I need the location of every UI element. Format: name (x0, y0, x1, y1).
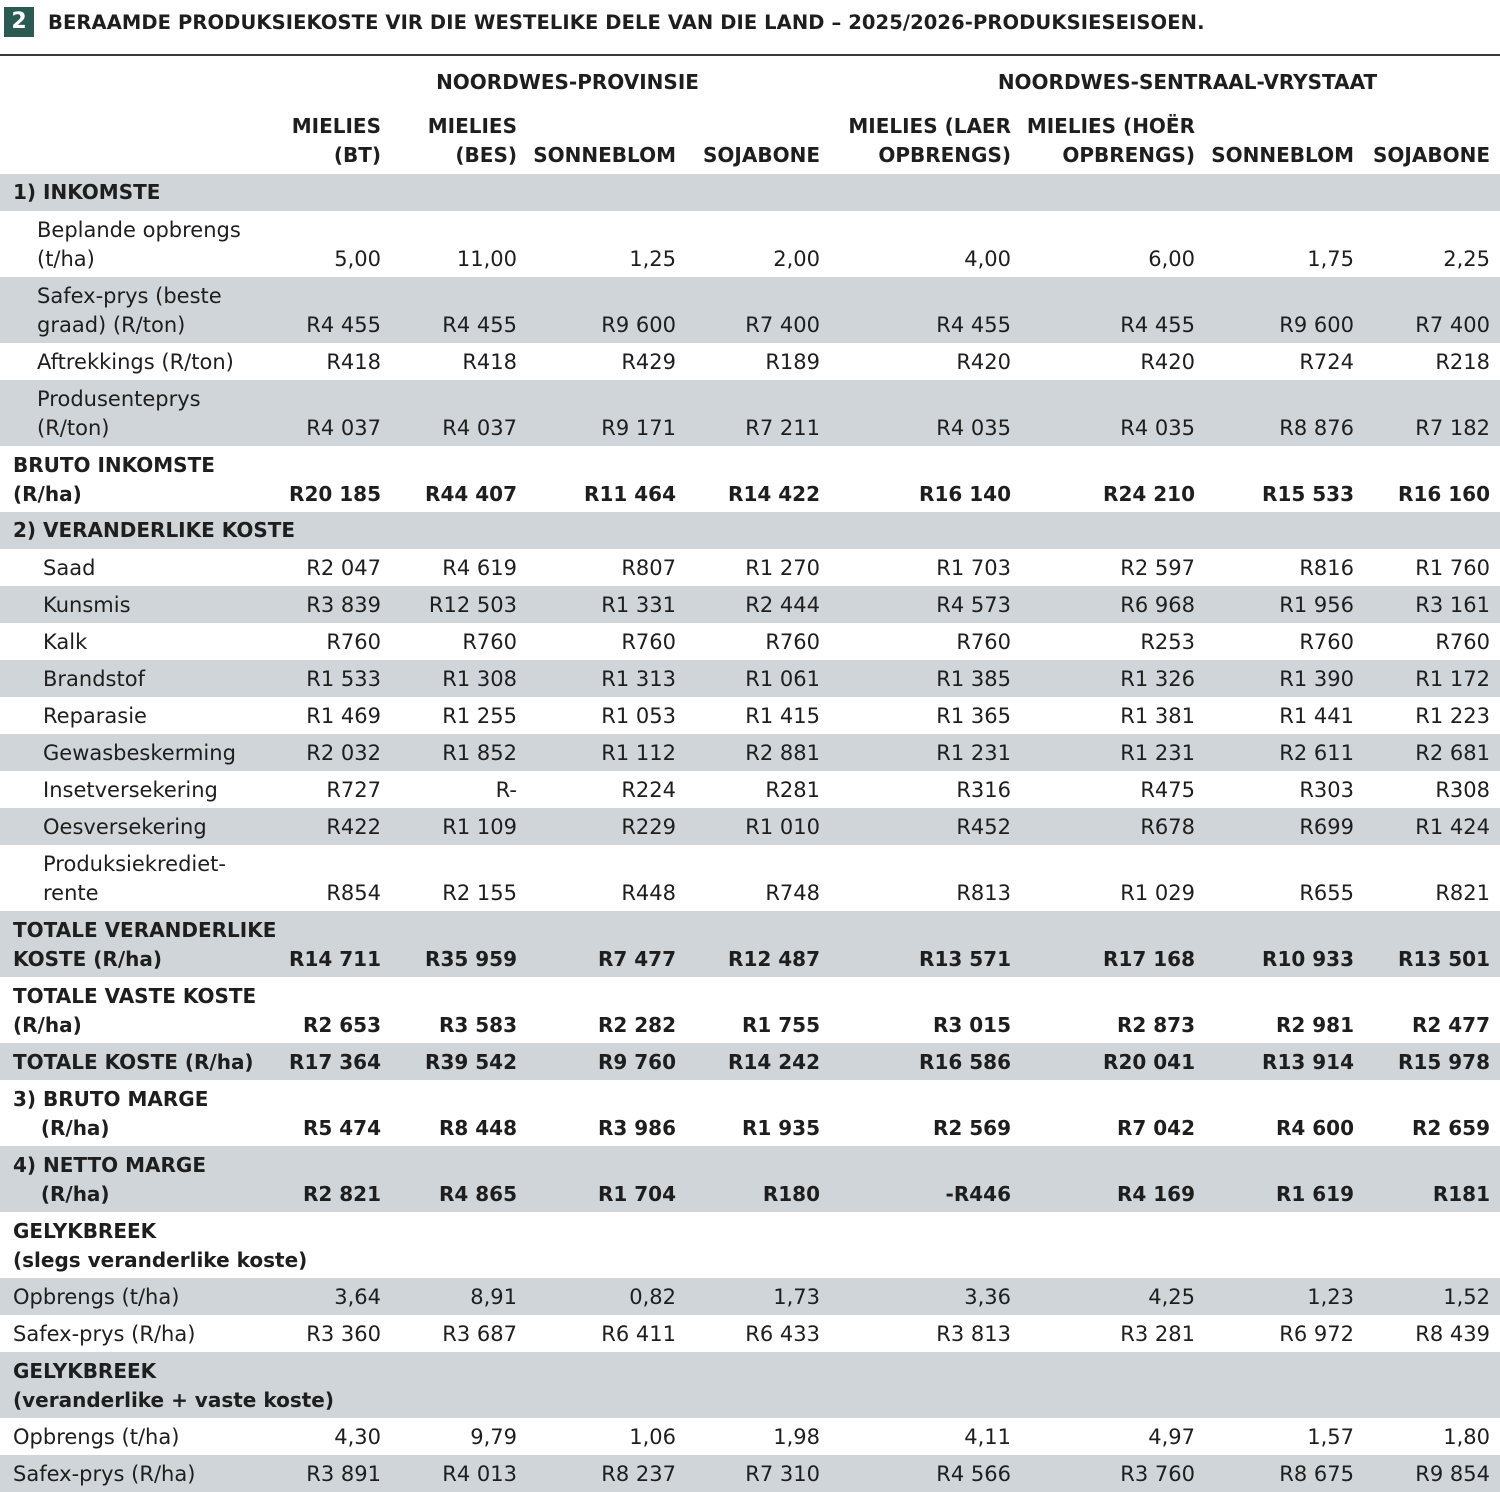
table-cell: R2 681 (1415, 741, 1490, 765)
table-cell: R4 037 (306, 416, 381, 440)
table-cell: 11,00 (456, 247, 517, 271)
table-cell: R813 (956, 881, 1011, 905)
table-cell: R- (495, 778, 517, 802)
table-cell: 1,57 (1307, 1425, 1354, 1449)
table-row (0, 845, 1500, 911)
row-label: GELYKBREEK (slegs veranderlike koste) (13, 1219, 308, 1272)
table-cell: R2 047 (306, 556, 381, 580)
table-cell: R420 (956, 350, 1011, 374)
row-label: TOTALE VASTE KOSTE (R/ha) (13, 984, 257, 1037)
table-cell: 1,80 (1443, 1425, 1490, 1449)
table-cell: R4 169 (1116, 1182, 1195, 1206)
table-cell: R44 407 (425, 482, 517, 506)
table-cell: R6 972 (1279, 1322, 1354, 1346)
table-number-badge: 2 (4, 7, 34, 37)
table-cell: R4 035 (936, 416, 1011, 440)
table-cell: 4,25 (1148, 1285, 1195, 1309)
table-cell: R1 755 (741, 1013, 820, 1037)
table-cell: R4 455 (306, 313, 381, 337)
table-cell: R4 619 (442, 556, 517, 580)
table-cell: R4 600 (1275, 1116, 1354, 1140)
table-cell: R7 042 (1116, 1116, 1195, 1140)
table-cell: R1 061 (745, 667, 820, 691)
table-cell: R854 (326, 881, 381, 905)
table-cell: R4 566 (936, 1462, 1011, 1486)
table-cell: R2 155 (442, 881, 517, 905)
column-header: SOJABONE (703, 143, 820, 167)
table-cell: 1,25 (629, 247, 676, 271)
table-cell: R3 015 (932, 1013, 1011, 1037)
table-cell: R727 (326, 778, 381, 802)
table-cell: R4 035 (1120, 416, 1195, 440)
group-header-noordwes-provinsie: NOORDWES-PROVINSIE (436, 70, 699, 94)
table-cell: R3 986 (597, 1116, 676, 1140)
table-cell: R760 (765, 630, 820, 654)
table-row (0, 808, 1500, 845)
table-row (0, 586, 1500, 623)
row-label: 2) VERANDERLIKE KOSTE (13, 518, 296, 542)
row-label: Brandstof (43, 667, 145, 691)
table-cell: 1,06 (629, 1425, 676, 1449)
row-label: Opbrengs (t/ha) (13, 1285, 180, 1309)
table-cell: R4 037 (442, 416, 517, 440)
table-row (0, 697, 1500, 734)
table-cell: R418 (326, 350, 381, 374)
table-cell: R3 687 (442, 1322, 517, 1346)
table-row (0, 211, 1500, 277)
table-cell: R678 (1140, 815, 1195, 839)
row-label: Gewasbeskerming (43, 741, 236, 765)
table-cell: R7 477 (597, 947, 676, 971)
table-cell: R429 (621, 350, 676, 374)
row-label: Kalk (43, 630, 88, 654)
table-cell: R7 182 (1415, 416, 1490, 440)
table-cell: -R446 (945, 1182, 1011, 1206)
table-cell: R181 (1432, 1182, 1490, 1206)
table-cell: R12 487 (728, 947, 820, 971)
table-cell: R1 619 (1275, 1182, 1354, 1206)
table-cell: R3 281 (1120, 1322, 1195, 1346)
table-cell: R2 477 (1411, 1013, 1490, 1037)
table-cell: R4 013 (442, 1462, 517, 1486)
table-row (0, 1455, 1500, 1492)
table-cell: R10 933 (1262, 947, 1354, 971)
column-header: MIELIES (BT) (291, 114, 381, 167)
table-cell: 2,00 (773, 247, 820, 271)
row-label: TOTALE KOSTE (R/ha) (13, 1050, 254, 1074)
row-label: GELYKBREEK (veranderlike + vaste koste) (13, 1359, 335, 1412)
table-cell: 9,79 (470, 1425, 517, 1449)
table-cell: 8,91 (470, 1285, 517, 1309)
table-cell: 2,25 (1443, 247, 1490, 271)
table-cell: R9 600 (601, 313, 676, 337)
row-label: Safex-prys (beste graad) (R/ton) (37, 284, 222, 337)
table-row (0, 623, 1500, 660)
table-cell: R760 (621, 630, 676, 654)
row-label: Oesversekering (43, 815, 207, 839)
row-label: Saad (43, 556, 96, 580)
table-cell: 4,11 (964, 1425, 1011, 1449)
table-cell: R4 455 (936, 313, 1011, 337)
table-cell: R4 455 (1120, 313, 1195, 337)
table-cell: R1 223 (1415, 704, 1490, 728)
table-cell: R1 390 (1279, 667, 1354, 691)
table-cell: R1 053 (601, 704, 676, 728)
table-cell: R748 (765, 881, 820, 905)
table-cell: R1 010 (745, 815, 820, 839)
row-label: 1) INKOMSTE (13, 180, 161, 204)
table-cell: R7 211 (745, 416, 820, 440)
table-cell: R1 112 (601, 741, 676, 765)
table-cell: R20 041 (1103, 1050, 1195, 1074)
row-label: Opbrengs (t/ha) (13, 1425, 180, 1449)
table-row (0, 549, 1500, 586)
table-cell: R2 597 (1120, 556, 1195, 580)
table-cell: R1 308 (442, 667, 517, 691)
row-label: BRUTO INKOMSTE (R/ha) (13, 453, 215, 506)
table-cell: R39 542 (425, 1050, 517, 1074)
table-cell: R308 (1435, 778, 1490, 802)
table-cell: R303 (1299, 778, 1354, 802)
table-cell: R1 533 (306, 667, 381, 691)
row-label: Safex-prys (R/ha) (13, 1322, 196, 1346)
table-cell: R316 (956, 778, 1011, 802)
table-cell: R2 444 (745, 593, 820, 617)
table-row (0, 1080, 1500, 1146)
table-cell: R807 (621, 556, 676, 580)
table-cell: R20 185 (289, 482, 381, 506)
row-label: Aftrekkings (R/ton) (37, 350, 234, 374)
table-cell: 4,97 (1148, 1425, 1195, 1449)
table-cell: R1 255 (442, 704, 517, 728)
section-header-row (0, 174, 1500, 211)
table-cell: R1 704 (597, 1182, 676, 1206)
table-cell: R14 242 (728, 1050, 820, 1074)
table-row (0, 660, 1500, 697)
table-cell: R1 313 (601, 667, 676, 691)
table-row (0, 343, 1500, 380)
table-cell: 4,00 (964, 247, 1011, 271)
column-header: SONNEBLOM (1211, 143, 1354, 167)
table-cell: R1 029 (1120, 881, 1195, 905)
table-cell: R9 854 (1415, 1462, 1490, 1486)
table-cell: R3 813 (936, 1322, 1011, 1346)
table-cell: 1,98 (773, 1425, 820, 1449)
table-cell: 3,64 (334, 1285, 381, 1309)
table-cell: R8 237 (601, 1462, 676, 1486)
table-row (0, 1418, 1500, 1455)
table-cell: R8 448 (438, 1116, 517, 1140)
table-cell: R281 (765, 778, 820, 802)
table-cell: R452 (956, 815, 1011, 839)
table-cell: R1 956 (1279, 593, 1354, 617)
table-cell: R1 172 (1415, 667, 1490, 691)
group-header-noordwes-sentraal-vrystaat: NOORDWES-SENTRAAL-VRYSTAAT (997, 70, 1378, 94)
table-cell: R1 385 (936, 667, 1011, 691)
table-cell: R760 (462, 630, 517, 654)
table-cell: R1 703 (936, 556, 1011, 580)
table-cell: R1 852 (442, 741, 517, 765)
table-cell: 1,52 (1443, 1285, 1490, 1309)
table-cell: R253 (1140, 630, 1195, 654)
table-cell: R5 474 (302, 1116, 381, 1140)
row-label: Produksiekrediet- rente (43, 852, 226, 905)
table-cell: R7 400 (745, 313, 820, 337)
table-cell: R8 876 (1279, 416, 1354, 440)
table-cell: R422 (326, 815, 381, 839)
table-cell: R1 935 (741, 1116, 820, 1140)
table-cell: R180 (762, 1182, 820, 1206)
table-cell: R475 (1140, 778, 1195, 802)
table-row (0, 446, 1500, 512)
table-cell: R3 161 (1415, 593, 1490, 617)
table-cell: R15 978 (1398, 1050, 1490, 1074)
table-cell: R7 400 (1415, 313, 1490, 337)
table-cell: 5,00 (334, 247, 381, 271)
table-cell: R224 (621, 778, 676, 802)
table-cell: R24 210 (1103, 482, 1195, 506)
table-cell: R9 760 (597, 1050, 676, 1074)
table-row (0, 380, 1500, 446)
cost-table (0, 174, 1500, 1492)
table-cell: 4,30 (334, 1425, 381, 1449)
table-cell: R1 441 (1279, 704, 1354, 728)
table-cell: R6 411 (601, 1322, 676, 1346)
table-cell: R699 (1299, 815, 1354, 839)
table-cell: R6 968 (1120, 593, 1195, 617)
section-header-row (0, 512, 1500, 549)
table-cell: R2 881 (745, 741, 820, 765)
table-cell: R1 270 (745, 556, 820, 580)
table-row (0, 1043, 1500, 1080)
table-row (0, 734, 1500, 771)
table-cell: 1,75 (1307, 247, 1354, 271)
table-cell: R13 571 (919, 947, 1011, 971)
table-cell: R6 433 (745, 1322, 820, 1346)
column-header: SOJABONE (1373, 143, 1490, 167)
table-cell: R418 (462, 350, 517, 374)
table-row (0, 1146, 1500, 1212)
table-cell: R8 675 (1279, 1462, 1354, 1486)
table-cell: R14 422 (728, 482, 820, 506)
table-cell: R9 600 (1279, 313, 1354, 337)
table-row (0, 911, 1500, 977)
table-cell: R1 231 (1120, 741, 1195, 765)
table-row (0, 977, 1500, 1043)
table-cell: 0,82 (629, 1285, 676, 1309)
column-header: SONNEBLOM (533, 143, 676, 167)
table-cell: R2 659 (1411, 1116, 1490, 1140)
table-cell: R1 381 (1120, 704, 1195, 728)
column-header: MIELIES (LAER OPBRENGS) (848, 114, 1011, 167)
row-label: Insetversekering (43, 778, 218, 802)
table-cell: R7 310 (745, 1462, 820, 1486)
table-cell: R724 (1299, 350, 1354, 374)
section-header-row (0, 1352, 1500, 1418)
table-cell: R4 865 (438, 1182, 517, 1206)
table-cell: R1 109 (442, 815, 517, 839)
table-cell: R1 469 (306, 704, 381, 728)
table-cell: R9 171 (601, 416, 676, 440)
table-row (0, 1278, 1500, 1315)
table-cell: 3,36 (964, 1285, 1011, 1309)
table-cell: R16 160 (1398, 482, 1490, 506)
row-label: TOTALE VERANDERLIKE KOSTE (R/ha) (13, 918, 277, 971)
table-cell: R4 573 (936, 593, 1011, 617)
table-cell: R12 503 (428, 593, 517, 617)
table-cell: R3 583 (438, 1013, 517, 1037)
table-cell: R1 760 (1415, 556, 1490, 580)
table-cell: R3 839 (306, 593, 381, 617)
table-cell: R189 (765, 350, 820, 374)
table-cell: R1 424 (1415, 815, 1490, 839)
row-label: Reparasie (43, 704, 147, 728)
table-cell: R760 (956, 630, 1011, 654)
table-cell: R3 360 (306, 1322, 381, 1346)
table-cell: R655 (1299, 881, 1354, 905)
table-cell: R2 569 (932, 1116, 1011, 1140)
table-cell: R448 (621, 881, 676, 905)
table-cell: R2 653 (302, 1013, 381, 1037)
row-label: Kunsmis (43, 593, 131, 617)
table-cell: R816 (1299, 556, 1354, 580)
table-cell: R13 914 (1262, 1050, 1354, 1074)
table-cell: R17 168 (1103, 947, 1195, 971)
row-label: Produsenteprys (R/ton) (37, 387, 201, 440)
row-label: Safex-prys (R/ha) (13, 1462, 196, 1486)
table-cell: R17 364 (289, 1050, 381, 1074)
table-title: BERAAMDE PRODUKSIEKOSTE VIR DIE WESTELIKE DELE VAN DIE LAND – 2025/2026-PRODUKSIESEISOEN. (48, 11, 1205, 34)
table-cell: R229 (621, 815, 676, 839)
column-header: MIELIES (BES) (427, 114, 517, 167)
table-cell: R760 (1299, 630, 1354, 654)
table-cell: R4 455 (442, 313, 517, 337)
table-cell: 1,23 (1307, 1285, 1354, 1309)
table-row (0, 1315, 1500, 1352)
table-cell: R2 981 (1275, 1013, 1354, 1037)
table-cell: R1 326 (1120, 667, 1195, 691)
table-cell: R3 760 (1120, 1462, 1195, 1486)
table-cell: R14 711 (289, 947, 381, 971)
table-cell: R35 959 (425, 947, 517, 971)
table-cell: R760 (326, 630, 381, 654)
row-label: Beplande opbrengs (t/ha) (37, 218, 241, 271)
table-row (0, 277, 1500, 343)
table-cell: R8 439 (1415, 1322, 1490, 1346)
table-cell: R3 891 (306, 1462, 381, 1486)
table-cell: R2 821 (302, 1182, 381, 1206)
table-cell: R2 032 (306, 741, 381, 765)
table-cell: R1 331 (601, 593, 676, 617)
table-cell: R1 231 (936, 741, 1011, 765)
table-cell: R15 533 (1262, 482, 1354, 506)
table-cell: R11 464 (584, 482, 676, 506)
table-title-bar (0, 0, 1500, 56)
table-cell: R1 415 (745, 704, 820, 728)
table-cell: R760 (1435, 630, 1490, 654)
table-cell: R13 501 (1398, 947, 1490, 971)
table-cell: 6,00 (1148, 247, 1195, 271)
row-label: 3) BRUTO MARGE (R/ha) (13, 1087, 209, 1140)
table-cell: 1,73 (773, 1285, 820, 1309)
table-cell: R2 282 (597, 1013, 676, 1037)
column-header: MIELIES (HOËR OPBRENGS) (1026, 114, 1195, 167)
row-label: 4) NETTO MARGE (R/ha) (13, 1153, 206, 1206)
table-cell: R16 586 (919, 1050, 1011, 1074)
section-header-row (0, 1212, 1500, 1278)
table-cell: R2 611 (1279, 741, 1354, 765)
table-cell: R1 365 (936, 704, 1011, 728)
table-cell: R420 (1140, 350, 1195, 374)
table-cell: R218 (1435, 350, 1490, 374)
table-row (0, 771, 1500, 808)
table-cell: R16 140 (919, 482, 1011, 506)
table-cell: R821 (1435, 881, 1490, 905)
table-cell: R2 873 (1116, 1013, 1195, 1037)
